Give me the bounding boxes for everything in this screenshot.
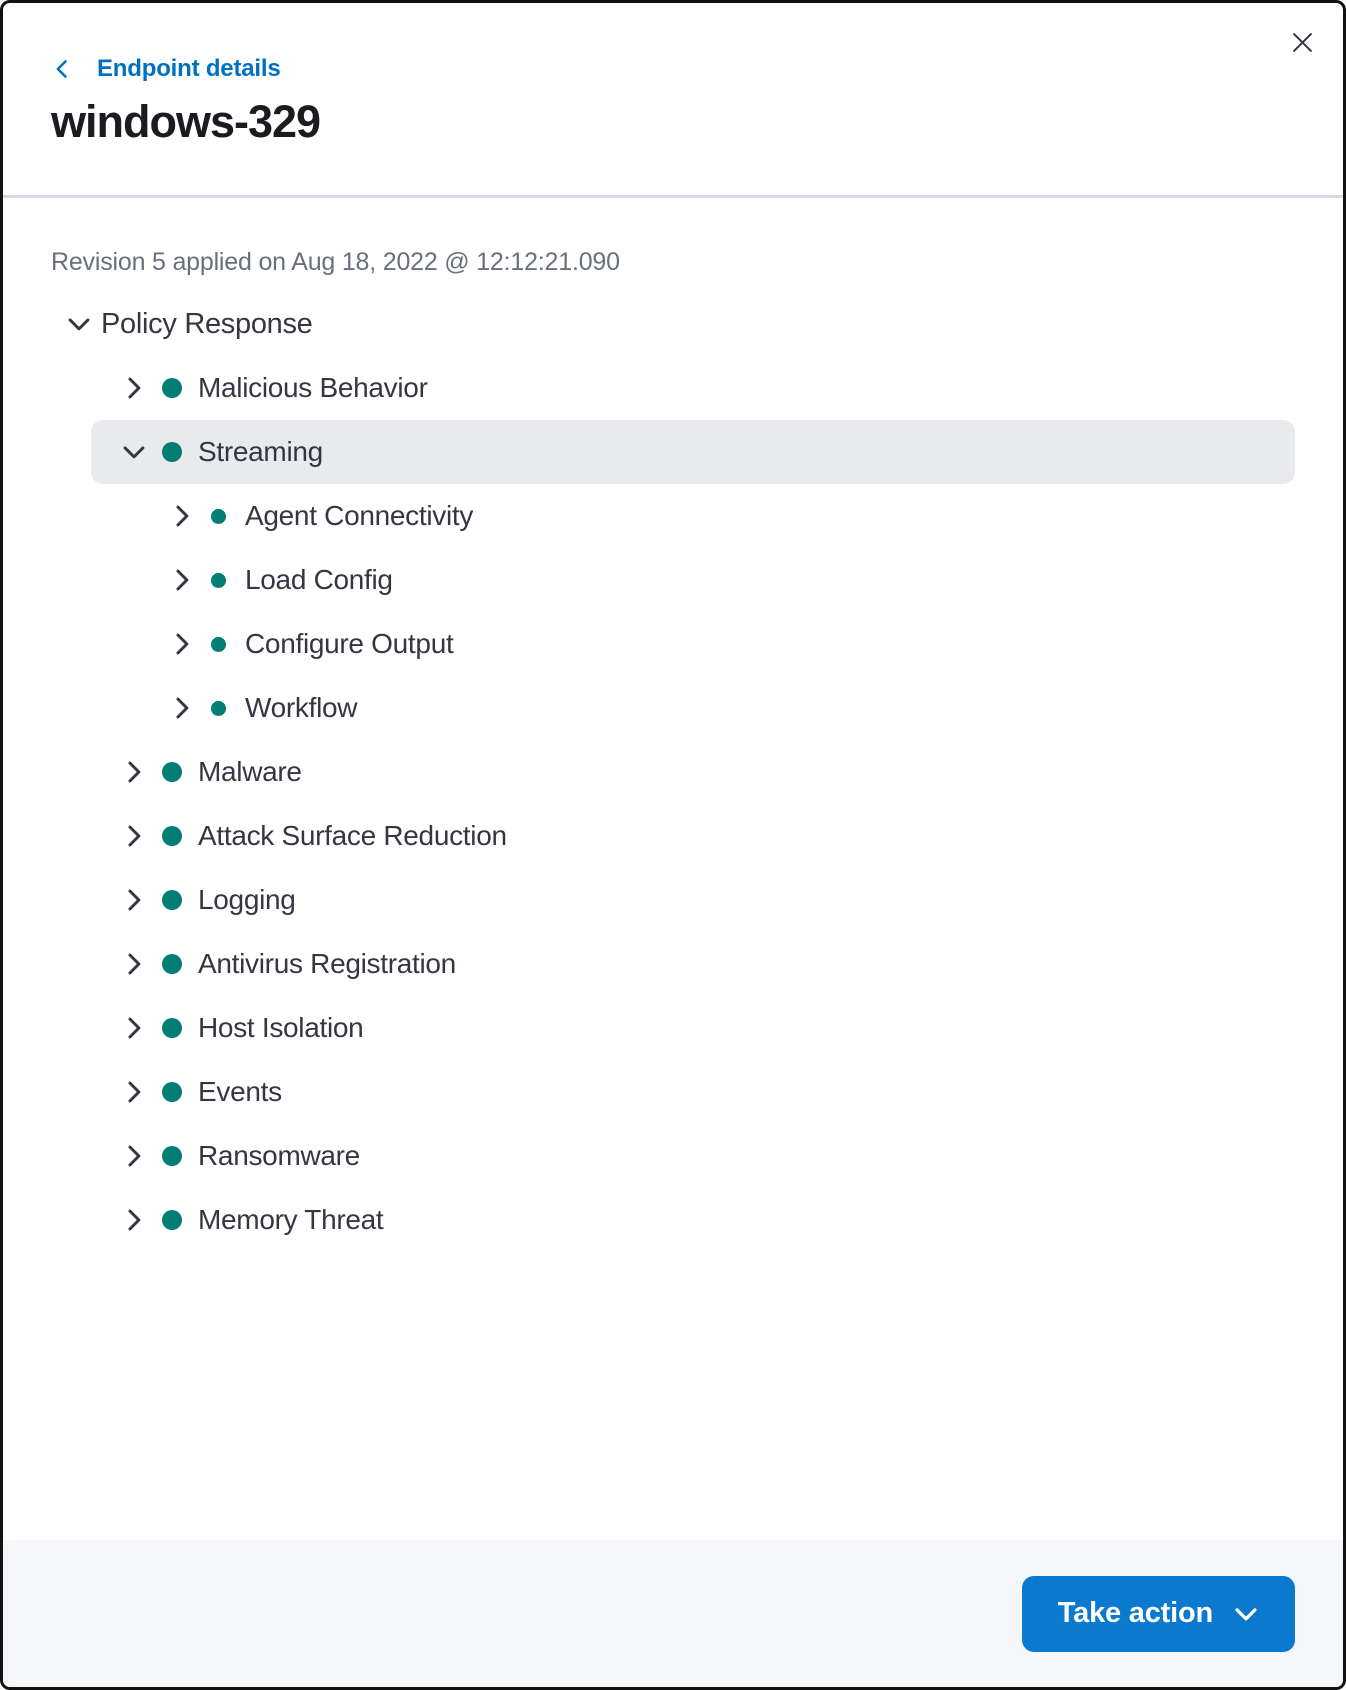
tree-item-label: Streaming: [198, 436, 323, 467]
tree-item[interactable]: [91, 740, 1295, 804]
tree-item[interactable]: [91, 996, 1295, 1060]
tree-item-label: Host Isolation: [198, 1012, 364, 1043]
chevron-right-icon[interactable]: [120, 1206, 148, 1234]
status-dot: [211, 701, 226, 716]
chevron-right-icon[interactable]: [120, 1014, 148, 1042]
tree-item[interactable]: [91, 420, 1295, 484]
tree-item-label: Workflow: [245, 692, 358, 723]
tree-item-label: Events: [198, 1076, 282, 1107]
tree-item[interactable]: [139, 676, 1295, 740]
flyout-header: [3, 3, 1343, 198]
tree-item[interactable]: [91, 932, 1295, 996]
chevron-down-icon[interactable]: [65, 310, 93, 338]
chevron-right-icon[interactable]: [168, 502, 196, 530]
chevron-down-icon: [1233, 1601, 1259, 1627]
chevron-right-icon[interactable]: [120, 950, 148, 978]
close-button[interactable]: [1277, 19, 1327, 69]
tree-item[interactable]: [91, 804, 1295, 868]
tree-root-policy-response[interactable]: [51, 292, 1295, 356]
take-action-label: Take action: [1057, 1597, 1213, 1629]
chevron-right-icon[interactable]: [168, 630, 196, 658]
status-dot: [211, 637, 226, 652]
tree-item[interactable]: [91, 1060, 1295, 1124]
status-dot: [162, 1082, 182, 1102]
tree-item[interactable]: [91, 868, 1295, 932]
tree-item[interactable]: [91, 356, 1295, 420]
status-dot: [162, 378, 182, 398]
page-title: windows-329: [51, 96, 321, 147]
status-dot: [162, 826, 182, 846]
tree-item-label: Logging: [198, 884, 296, 915]
revision-text: Revision 5 applied on Aug 18, 2022 @ 12:12:21.090: [51, 248, 620, 276]
status-dot: [162, 1146, 182, 1166]
status-dot: [162, 1210, 182, 1230]
tree-item-label: Load Config: [245, 564, 393, 595]
status-dot: [162, 442, 182, 462]
flyout-footer: [3, 1540, 1343, 1687]
chevron-right-icon[interactable]: [120, 822, 148, 850]
chevron-right-icon[interactable]: [120, 1142, 148, 1170]
tree-item[interactable]: [139, 612, 1295, 676]
status-dot: [162, 890, 182, 910]
tree-item-label: Attack Surface Reduction: [198, 820, 507, 851]
tree-root-label: Policy Response: [101, 307, 313, 340]
chevron-right-icon[interactable]: [120, 1078, 148, 1106]
take-action-button[interactable]: [1022, 1576, 1295, 1652]
tree-item[interactable]: [91, 1188, 1295, 1252]
chevron-left-icon: [51, 58, 73, 80]
tree-item-label: Agent Connectivity: [245, 500, 474, 531]
tree-item-label: Antivirus Registration: [198, 948, 456, 979]
chevron-right-icon[interactable]: [120, 758, 148, 786]
status-dot: [211, 509, 226, 524]
tree-item-label: Malware: [198, 756, 302, 787]
status-dot: [162, 762, 182, 782]
tree-item[interactable]: [139, 548, 1295, 612]
tree-item-label: Configure Output: [245, 628, 454, 659]
status-dot: [162, 954, 182, 974]
back-link[interactable]: [51, 55, 280, 83]
policy-tree-items: [51, 356, 1295, 1252]
status-dot: [211, 573, 226, 588]
tree-item[interactable]: [91, 1124, 1295, 1188]
chevron-right-icon[interactable]: [168, 694, 196, 722]
flyout-body: [3, 198, 1343, 1252]
chevron-right-icon[interactable]: [120, 374, 148, 402]
chevron-right-icon[interactable]: [120, 886, 148, 914]
status-dot: [162, 1018, 182, 1038]
back-link-label: Endpoint details: [97, 55, 281, 82]
tree-item[interactable]: [139, 484, 1295, 548]
close-icon: [1289, 29, 1316, 59]
policy-response-tree: [51, 292, 1295, 1252]
tree-item-label: Ransomware: [198, 1140, 360, 1171]
chevron-down-icon[interactable]: [120, 438, 148, 466]
tree-item-label: Memory Threat: [198, 1204, 384, 1235]
chevron-right-icon[interactable]: [168, 566, 196, 594]
tree-item-label: Malicious Behavior: [198, 372, 428, 403]
